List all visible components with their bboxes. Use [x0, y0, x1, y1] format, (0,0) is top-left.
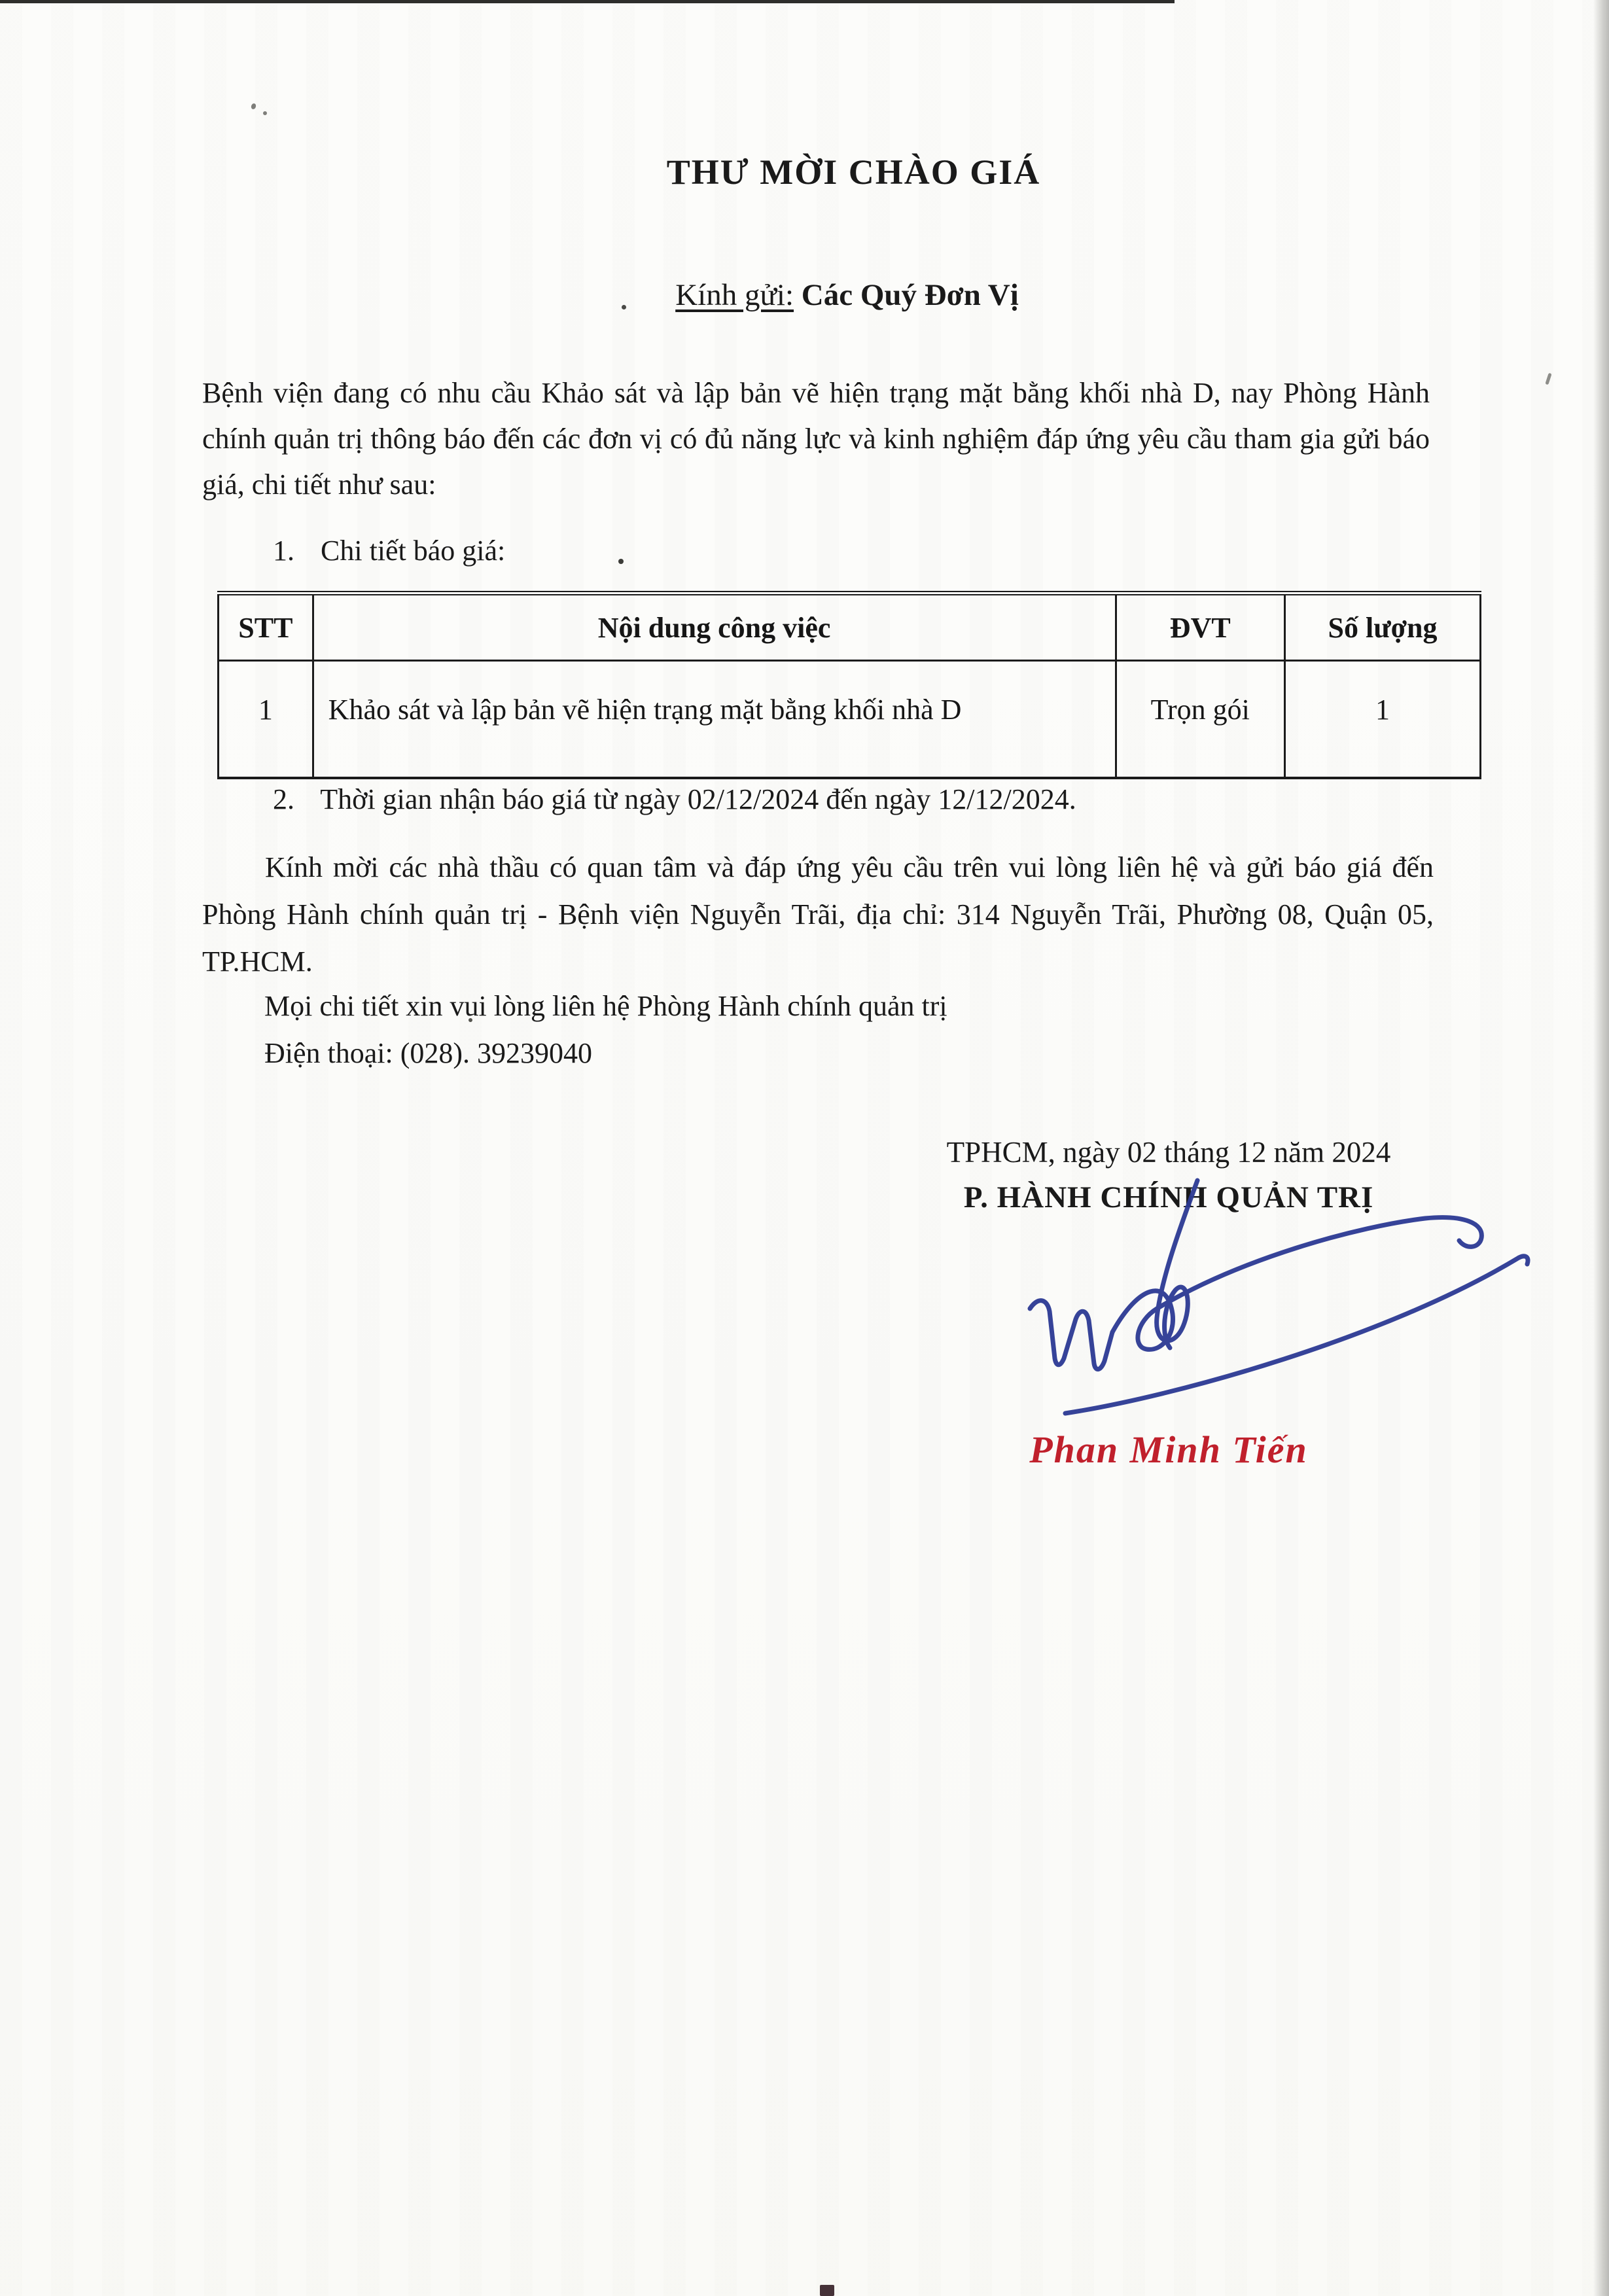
greeting-label: Kính gửi: — [675, 278, 794, 312]
list-item-2-number: 2. — [273, 783, 294, 815]
scan-artifact-speck — [1545, 373, 1551, 385]
greeting-recipient: Các Quý Đơn Vị — [801, 278, 1019, 312]
table-row — [219, 661, 1481, 779]
table-header-unit: ĐVT — [1116, 593, 1284, 661]
scan-artifact-top-line — [0, 0, 1175, 3]
table-header-stt: STT — [219, 593, 313, 661]
scan-artifact-right-band — [1593, 0, 1609, 2296]
place-date-line: TPHCM, ngày 02 tháng 12 năm 2024 — [946, 1136, 1391, 1169]
table-header-row — [219, 593, 1481, 661]
signature-ink — [967, 1176, 1556, 1425]
table-header-quantity: Số lượng — [1285, 593, 1481, 661]
table-header-content: Nội dung công việc — [313, 593, 1116, 661]
intro-paragraph: Bệnh viện đang có nhu cầu Khảo sát và lập bản vẽ hiện trạng mặt bằng khối nhà D, nay Phòng Hành chính quản trị thông báo đến các đơn vị có đủ năng lực và kinh nghiệm đáp ứng yêu cầu tham gia gửi báo giá, chi tiết như sau: — [202, 377, 1430, 501]
phone-line: Điện thoại: (028). 39239040 — [264, 1037, 593, 1069]
cell-quantity: 1 — [1285, 661, 1481, 779]
list-item-1-number: 1. — [273, 535, 294, 567]
invite-paragraph: Kính mời các nhà thầu có quan tâm và đáp ứng yêu cầu trên vui lòng liên hệ và gửi báo giá đến Phòng Hành chính quản trị - Bệnh viện Nguyễn Trãi, địa chỉ: 314 Nguyễn Trãi, Phường 08, Quận 05, TP.HCM. — [202, 851, 1434, 978]
scan-artifact-speck — [618, 559, 624, 564]
cell-content: Khảo sát và lập bản vẽ hiện trạng mặt bằng khối nhà D — [313, 661, 1116, 779]
contact-line: Mọi chi tiết xin vui lòng liên hệ Phòng Hành chính quản trị — [264, 990, 947, 1022]
signer-name: Phan Minh Tiến — [1029, 1428, 1308, 1471]
list-item-2 — [273, 783, 1076, 816]
quotation-table — [217, 591, 1481, 779]
department-line: P. HÀNH CHÍNH QUẢN TRỊ — [963, 1180, 1374, 1214]
list-item-1 — [273, 534, 505, 567]
cell-unit: Trọn gói — [1116, 661, 1284, 779]
scan-artifact-bottom-mark — [820, 2285, 834, 2296]
scan-artifact-speck — [263, 111, 267, 115]
list-item-2-text: Thời gian nhận báo giá từ ngày 02/12/2024 đến ngày 12/12/2024. — [320, 783, 1076, 815]
page-title: THƯ MỜI CHÀO GIÁ — [666, 152, 1041, 192]
list-item-1-text: Chi tiết báo giá: — [321, 535, 506, 567]
greeting-line — [43, 277, 1609, 313]
cell-stt: 1 — [219, 661, 313, 779]
scan-artifact-speck — [251, 103, 257, 110]
